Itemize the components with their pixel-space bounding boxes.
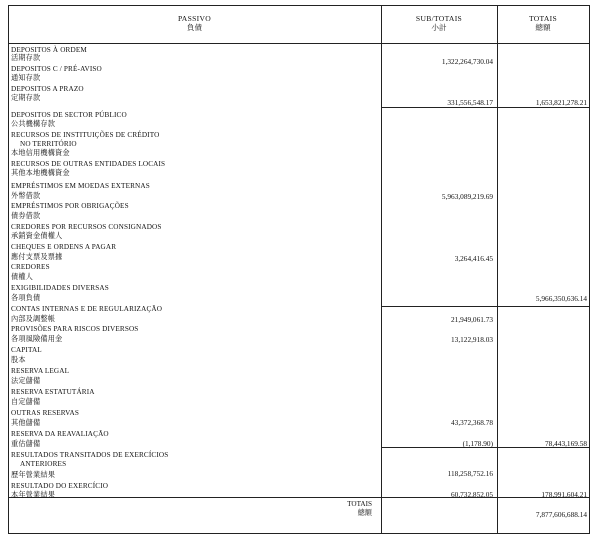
line-label: 債權人 xyxy=(11,273,34,281)
subtotal-value: 5,963,089,219.69 xyxy=(441,192,493,201)
subtotais-header-label-zh: 小計 xyxy=(431,23,447,32)
line-label: 本地信用機構資金 xyxy=(11,149,70,157)
column-divider-2 xyxy=(497,5,498,534)
line-label: 重估儲備 xyxy=(11,440,41,448)
line-label: 其他儲備 xyxy=(11,419,41,427)
line-label: RESULTADO DO EXERCÍCIO xyxy=(11,482,109,490)
rule-liabilities xyxy=(381,306,589,307)
line-label: CREDORES POR RECURSOS CONSIGNADOS xyxy=(11,223,162,231)
subtotal-value: 331,556,548.17 xyxy=(447,98,493,107)
subtotais-header xyxy=(381,5,497,44)
total-value: 5,966,350,636.14 xyxy=(535,294,587,303)
subtotal-value: 1,322,264,730.04 xyxy=(441,57,493,66)
totais-header-label: TOTAIS xyxy=(528,14,558,23)
line-label: 自定儲備 xyxy=(11,398,41,406)
line-label: CREDORES xyxy=(11,263,50,271)
passivo-header-label-zh: 負債 xyxy=(186,23,203,32)
line-label: 定期存款 xyxy=(11,94,41,102)
rule-totals xyxy=(8,497,589,498)
line-label: DEPOSITOS À ORDEM xyxy=(11,46,87,54)
footer-totais-label: TOTAIS xyxy=(347,500,372,508)
line-label: DEPOSITOS A PRAZO xyxy=(11,85,84,93)
line-label: 活期存款 xyxy=(11,54,41,62)
subtotal-value: 118,258,752.16 xyxy=(447,469,493,478)
column-divider-1 xyxy=(381,5,382,534)
line-label: RESERVA LEGAL xyxy=(11,367,70,375)
subtotais-header-label: SUB/TOTAIS xyxy=(415,14,463,23)
line-label: 其他本地機構資金 xyxy=(11,169,70,177)
passivo-header xyxy=(8,5,381,44)
line-label: RESERVA ESTATUTÁRIA xyxy=(11,388,95,396)
line-label: 股本 xyxy=(11,356,26,364)
line-label: DEPOSITOS C / PRÉ-AVISO xyxy=(11,65,102,73)
subtotal-value: 3,264,416.45 xyxy=(454,254,493,263)
subtotal-value: (1,178.90) xyxy=(462,439,493,448)
line-label: EXIGIBILIDADES DIVERSAS xyxy=(11,284,109,292)
line-label: CAPITAL xyxy=(11,346,42,354)
line-label: RESULTADOS TRANSITADOS DE EXERCÍCIOS xyxy=(11,451,169,459)
line-label: 本年營業結果 xyxy=(11,491,56,499)
line-label: DEPOSITOS DE SECTOR PÚBLICO xyxy=(11,111,127,119)
line-label: 各項風險備用金 xyxy=(11,335,63,343)
line-label: CONTAS INTERNAS E DE REGULARIZAÇÃO xyxy=(11,305,163,313)
total-value: 178,991,604.21 xyxy=(541,490,587,499)
line-label: RECURSOS DE INSTITUIÇÕES DE CRÉDITO xyxy=(11,131,160,139)
total-value: 1,653,821,278.21 xyxy=(535,98,587,107)
line-label: 歷年營業結果 xyxy=(11,471,56,479)
totais-header-label-zh: 總額 xyxy=(535,23,551,32)
line-label: CHEQUES E ORDENS A PAGAR xyxy=(11,243,117,251)
line-label: EMPRÉSTIMOS POR OBRIGAÇÕES xyxy=(11,202,129,210)
line-label: 外幣借款 xyxy=(11,192,41,200)
passivo-header-label: PASSIVO xyxy=(177,14,212,23)
balance-sheet-page xyxy=(8,5,590,534)
line-label: 法定儲備 xyxy=(11,377,41,385)
line-label: 應付支票及票據 xyxy=(11,253,63,261)
line-label: NO TERRITÓRIO xyxy=(20,140,77,148)
line-label: 各項負債 xyxy=(11,294,41,302)
line-label: 內部及調整帳 xyxy=(11,315,56,323)
line-label: RESERVA DA REAVALIAÇÃO xyxy=(11,430,109,438)
grand-total-value: 7,877,606,688.14 xyxy=(535,510,587,519)
line-label: EMPRÉSTIMOS EM MOEDAS EXTERNAS xyxy=(11,182,150,190)
line-label: 債券借款 xyxy=(11,212,41,220)
line-label: OUTRAS RESERVAS xyxy=(11,409,80,417)
subtotal-value: 21,949,061.73 xyxy=(451,315,493,324)
line-label: ANTERIORES xyxy=(20,460,67,468)
footer-totais-label-zh: 總額 xyxy=(357,509,372,517)
subtotal-value: 43,372,368.78 xyxy=(451,418,493,427)
line-label: 通知存款 xyxy=(11,74,41,82)
line-label: PROVISÕES PARA RISCOS DIVERSOS xyxy=(11,325,139,333)
line-label: 公共機構存款 xyxy=(11,120,56,128)
subtotal-value: 60,732,852.05 xyxy=(451,490,493,499)
rule-deposits xyxy=(381,107,589,108)
line-label: 承銷資金債權人 xyxy=(11,232,63,240)
total-value: 78,443,169.58 xyxy=(545,439,587,448)
totais-header xyxy=(497,5,589,44)
line-label: RECURSOS DE OUTRAS ENTIDADES LOCAIS xyxy=(11,160,166,168)
subtotal-value: 13,122,918.03 xyxy=(451,335,493,344)
